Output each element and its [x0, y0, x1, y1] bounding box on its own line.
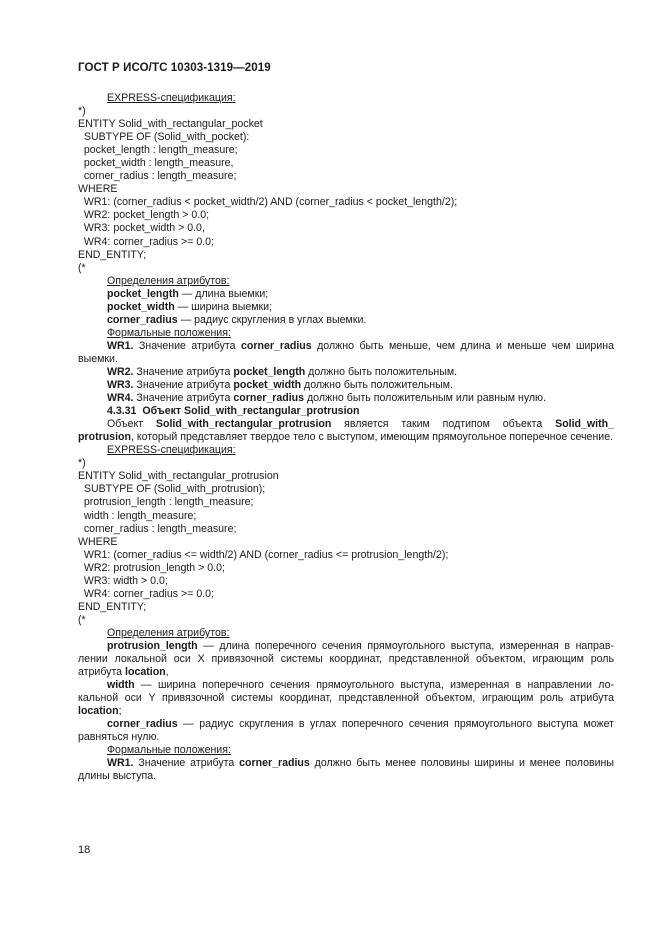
code-line: WR1: (corner_radius <= width/2) AND (corner_radius <= protrusion_length/2);	[78, 548, 449, 561]
rule-paragraph: WR1. Значение атрибута corner_radius должно быть меньше, чем длина и меньше чем ширина выемки.	[78, 339, 614, 365]
code-line: WHERE	[78, 535, 118, 548]
code-line: WR4: corner_radius >= 0.0;	[78, 235, 215, 248]
formal-rules-heading: Формальные положения:	[107, 326, 231, 339]
code-line: width : length_measure;	[78, 509, 197, 522]
rule-paragraph: WR1. Значение атрибута corner_radius должно быть менее половины ширины и менее половины длины выступа.	[78, 757, 614, 783]
express-spec-heading: EXPRESS-спецификация:	[107, 92, 236, 104]
code-line: *)	[78, 457, 86, 470]
attr-definition: pocket_length — длина выемки;	[107, 287, 269, 300]
rule-paragraph: WR2. Значение атрибута pocket_length должно быть положительным.	[107, 365, 458, 378]
code-line: ENTITY Solid_with_rectangular_protrusion	[78, 470, 279, 483]
code-line: WR2: protrusion_length > 0.0;	[78, 561, 225, 574]
code-line: (*	[78, 613, 86, 626]
code-line: END_ENTITY;	[78, 600, 147, 613]
document-header: ГОСТ Р ИСО/ТС 10303-1319—2019	[78, 62, 271, 74]
code-line: corner_radius : length_measure;	[78, 522, 237, 535]
code-block-pocket	[78, 105, 614, 275]
code-line: pocket_length : length_measure;	[78, 144, 238, 157]
section-heading: 4.3.31 Объект Solid_with_rectangular_protrusion	[107, 405, 360, 418]
express-spec-heading: EXPRESS-спецификация:	[107, 444, 236, 457]
code-line: (*	[78, 261, 86, 274]
code-line: WR4: corner_radius >= 0.0;	[78, 587, 215, 600]
code-line: WR3: pocket_width > 0.0,	[78, 222, 205, 235]
rule-paragraph: WR4. Значение атрибута corner_radius должно быть положительным или равным нулю.	[107, 392, 546, 405]
section-intro: Объект Solid_with_rectangular_protrusion является таким подтипом объекта Solid_with_ protrusion, который представляет твердое тело с выступом, имеющим прямоугольное поперечное сечение.	[78, 418, 614, 444]
code-line: SUBTYPE OF (Solid_with_pocket):	[78, 131, 250, 144]
page-number: 18	[78, 844, 91, 856]
attr-definition: protrusion_length — длина поперечного сечения прямоугольного выступа, измеренная в направлении локальной оси X привязочной системы координат, представленной объектом, играющим роль атрибута location,	[78, 639, 614, 679]
attr-definition: corner_radius — радиус скругления в углах выемки.	[107, 313, 367, 326]
code-line: END_ENTITY;	[78, 248, 147, 261]
code-line: pocket_width : length_measure,	[78, 157, 234, 170]
attr-definitions-heading: Определения атрибутов:	[107, 274, 230, 287]
code-line: WHERE	[78, 183, 118, 196]
code-line: SUBTYPE OF (Solid_with_protrusion);	[78, 483, 266, 496]
code-line: protrusion_length : length_measure;	[78, 496, 254, 509]
attr-definition: pocket_width — ширина выемки;	[107, 300, 273, 313]
code-line: WR2: pocket_length > 0.0;	[78, 209, 210, 222]
attr-definitions-heading: Определения атрибутов:	[107, 626, 230, 639]
code-line: ENTITY Solid_with_rectangular_pocket	[78, 118, 263, 131]
code-line: WR3: width > 0.0;	[78, 574, 168, 587]
rule-paragraph: WR3. Значение атрибута pocket_width должно быть положительным.	[107, 379, 453, 392]
formal-rules-heading: Формальные положения:	[107, 744, 231, 757]
page-body	[78, 92, 614, 783]
code-line: corner_radius : length_measure;	[78, 170, 237, 183]
code-line: *)	[78, 105, 86, 118]
attr-definition: corner_radius — радиус скругления в углах поперечного сечения прямоугольного выступа может равняться нулю.	[78, 718, 614, 744]
attr-definition: width — ширина поперечного сечения прямоугольного выступа, измеренная в направлении локальной оси Y привязочной системы координат, представленной объектом, играющим роль атрибута location;	[78, 679, 614, 718]
code-block-protrusion	[78, 457, 614, 627]
code-line: WR1: (corner_radius < pocket_width/2) AND (corner_radius < pocket_length/2);	[78, 196, 458, 209]
